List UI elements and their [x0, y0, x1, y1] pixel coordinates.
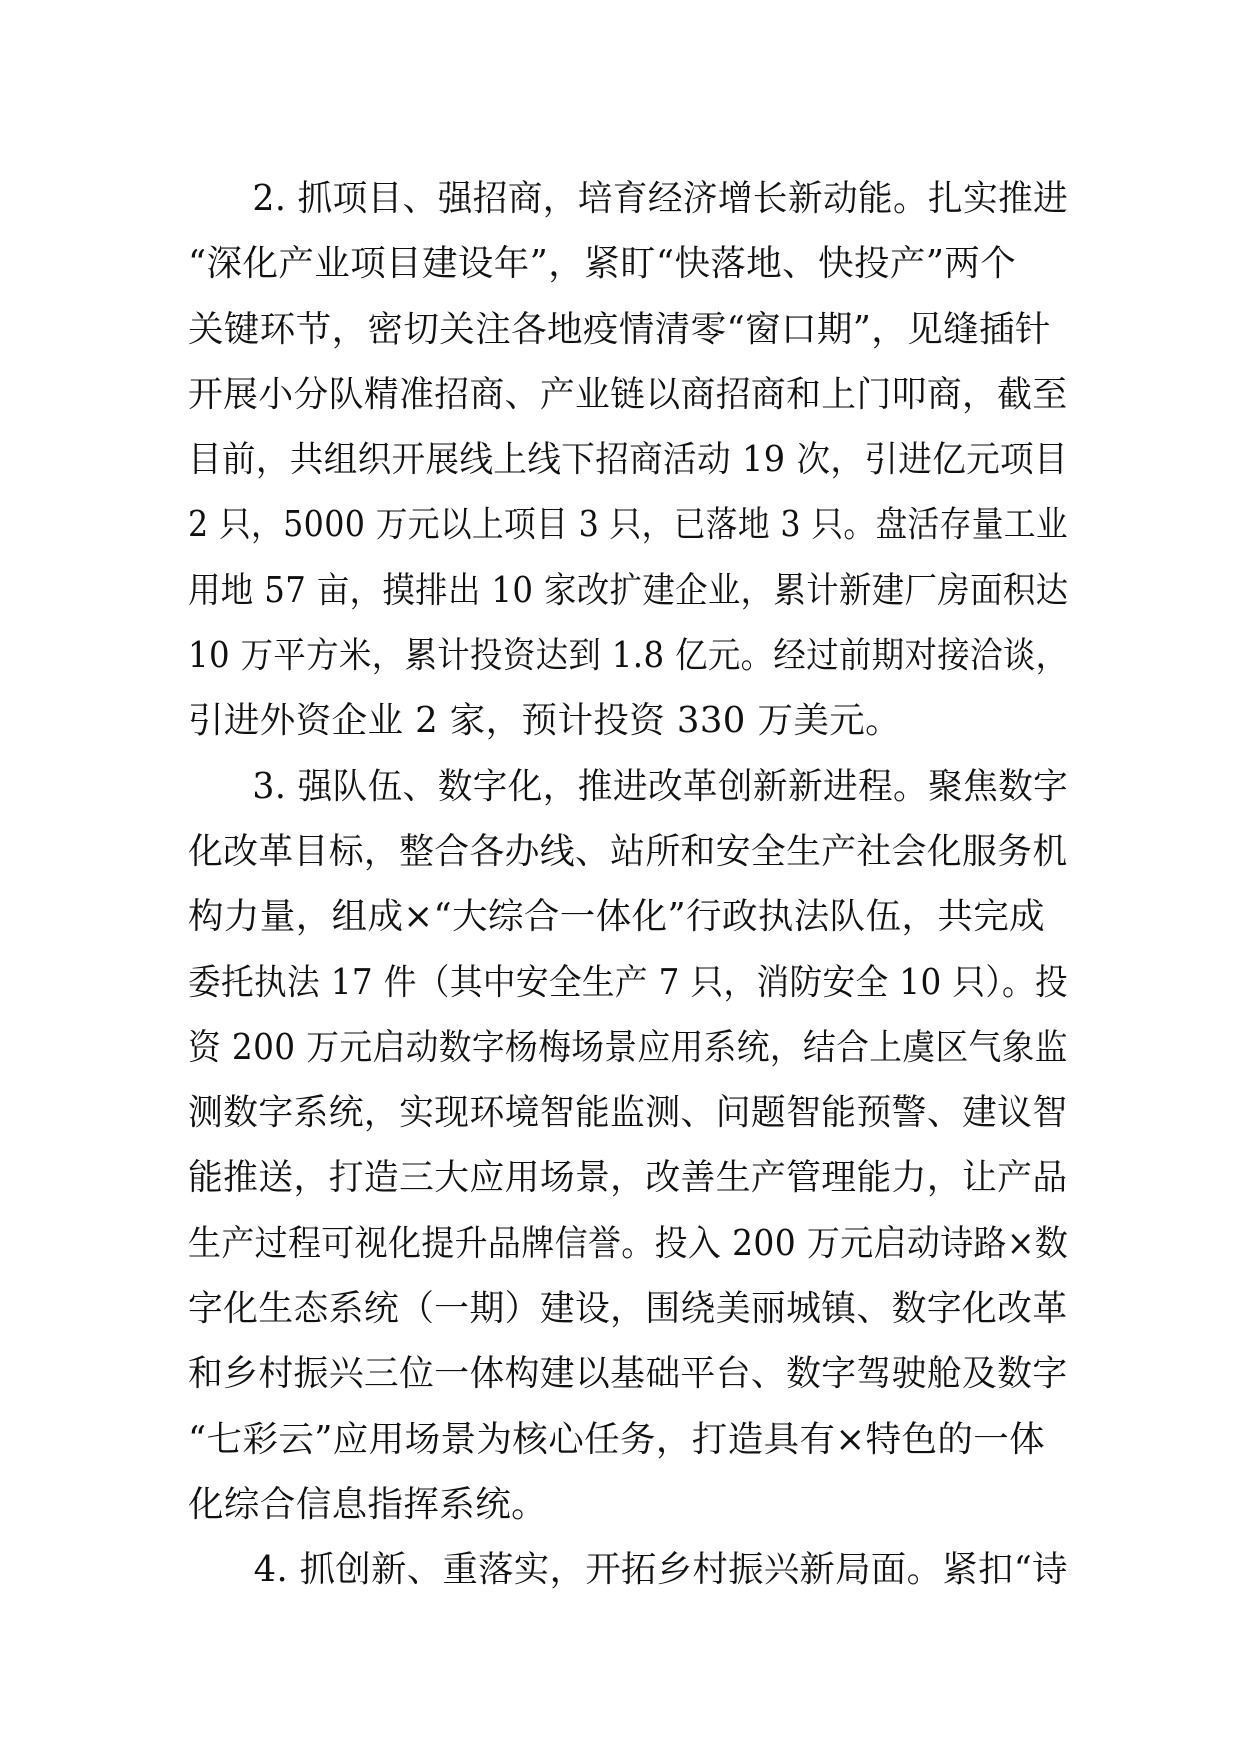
- text-line: 测数字系统，实现环境智能监测、问题智能预警、建议智: [188, 1092, 1068, 1134]
- document-body: [188, 166, 1068, 1603]
- paragraph-rural-revitalization: [188, 1537, 1068, 1602]
- text-line: 引进外资企业 2 家，预计投资 330 万美元。: [188, 700, 902, 742]
- text-line: 3. 强队伍、数字化，推进改革创新新进程。聚焦数字: [252, 765, 1069, 807]
- text-line: 资 200 万元启动数字杨梅场景应用系统，结合上虞区气象监: [188, 1026, 1068, 1068]
- text-line: 构力量，组成×“大综合一体化”行政执法队伍，共完成: [188, 896, 1046, 938]
- text-line: “七彩云”应用场景为核心任务，打造具有×特色的一体: [188, 1418, 1046, 1460]
- text-line: 和乡村振兴三位一体构建以基础平台、数字驾驶舱及数字: [188, 1353, 1068, 1395]
- paragraph-investment-promotion: [188, 166, 1068, 754]
- text-line: 化改革目标，整合各办线、站所和安全生产社会化服务机: [188, 830, 1068, 872]
- text-line: 生产过程可视化提升品牌信誉。投入 200 万元启动诗路×数: [188, 1222, 1069, 1264]
- text-line: 目前，共组织开展线上线下招商活动 19 次，引进亿元项目: [188, 439, 1068, 481]
- text-line: 能推送，打造三大应用场景，改善生产管理能力，让产品: [188, 1157, 1068, 1199]
- text-line: 委托执法 17 件（其中安全生产 7 只，消防安全 10 只）。投: [188, 961, 1069, 1003]
- text-line: 化综合信息指挥系统。: [188, 1483, 548, 1525]
- text-line: 2. 抓项目、强招商，培育经济增长新动能。扎实推进: [252, 178, 1069, 219]
- text-line: 用地 57 亩，摸排出 10 家改扩建企业，累计新建厂房面积达: [188, 569, 1069, 611]
- text-line: 关键环节，密切关注各地疫情清零“窗口期”，见缝插针: [188, 308, 1051, 350]
- text-line: 4. 抓创新、重落实，开拓乡村振兴新局面。紧扣“诗: [253, 1549, 1068, 1591]
- text-line: 字化生态系统（一期）建设，围绕美丽城镇、数字化改革: [188, 1288, 1068, 1330]
- paragraph-digital-reform: [188, 754, 1068, 1538]
- text-line: 开展小分队精准招商、产业链以商招商和上门叩商，截至: [188, 373, 1068, 415]
- text-line: 2 只，5000 万元以上项目 3 只，已落地 3 只。盘活存量工业: [188, 504, 1068, 546]
- text-line: “深化产业项目建设年”，紧盯“快落地、快投产”两个: [188, 243, 1017, 285]
- text-line: 10 万平方米，累计投资达到 1.8 亿元。经过前期对接洽谈，: [188, 635, 1069, 677]
